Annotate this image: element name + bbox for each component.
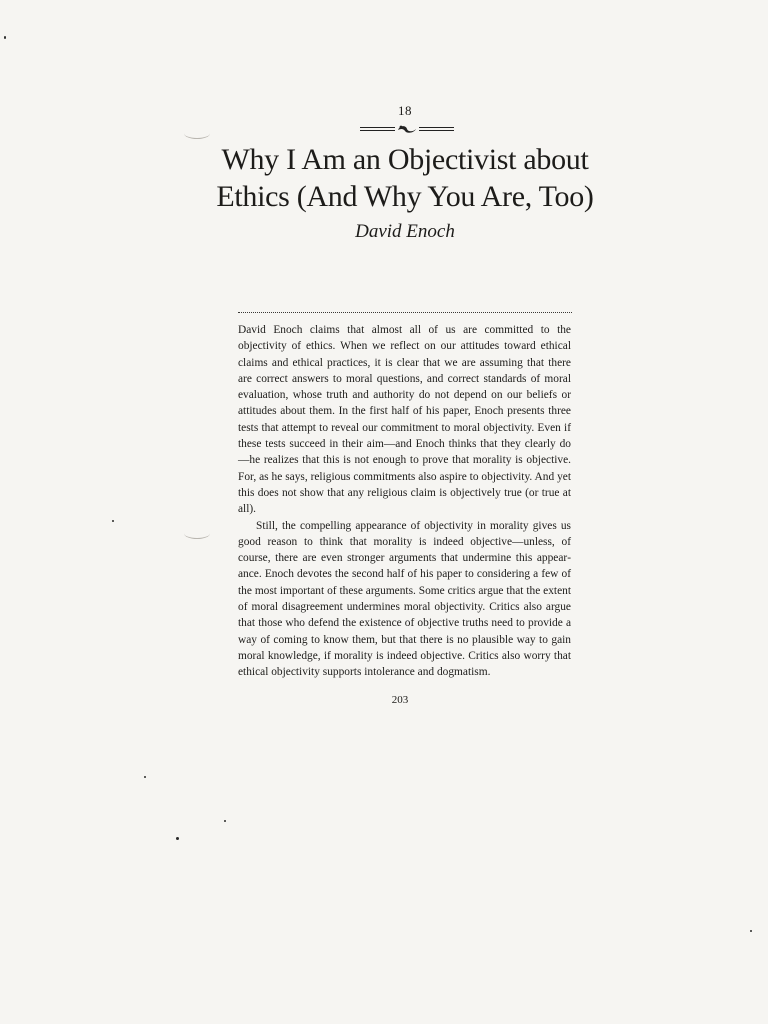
scan-speck: [176, 837, 179, 840]
fleuron-rule-icon: [360, 124, 454, 134]
scan-speck: [112, 520, 114, 522]
chapter-title-line-2: Ethics (And Why You Are, Too): [216, 180, 594, 213]
intro-paragraph: Still, the compelling appearance of objectivity in morality gives us good reason to think that morality is indeed objective—unless, of course, there are even stronger arguments that undermine this appearance. Enoch devotes the second half of his paper to considering a few of the most important of these arguments. Some critics argue that the extent of moral disagreement undermines moral objectivity. Critics also argue that those who defend the existence of objective truths need to provide a way of coming to know them, but that there is no plausible way to gain moral knowledge, if morality is indeed objective. Critics also worry that ethical objectivity supports intolerance and dogmatism.: [238, 519, 571, 679]
scan-arc: [184, 528, 210, 539]
dotted-rule: [238, 312, 572, 313]
chapter-number: 18: [398, 103, 412, 118]
scan-speck: [224, 820, 226, 822]
author-name: David Enoch: [355, 221, 455, 242]
intro-paragraph: David Enoch claims that almost all of us are committed to the objectivity of ethics. When we reflect on our attitudes toward ethical claims and ethical practices, it is clear that we are assuming that there are correct answers to moral questions, and correct standards of moral evaluation, whose truth and authority do not depend on our beliefs or attitudes about them. In the first half of his paper, Enoch presents three tests that attempt to reveal our commitment to moral objectivity. Even if these tests succeed in their aim—and Enoch thinks that they clearly do—he realizes that this is not enough to prove that morality is objective. For, as he says, religious commitments also aspire to objectivity. And yet this does not show that any religious claim is objectively true (or true at all).: [238, 324, 571, 516]
chapter-title: [190, 141, 620, 215]
scan-speck: [144, 776, 146, 778]
scan-speck: [750, 930, 752, 932]
chapter-title-line-1: Why I Am an Objectivist about: [221, 143, 589, 176]
scan-arc: [184, 128, 210, 139]
scan-speck: [4, 36, 6, 39]
chapter-introduction: [238, 322, 571, 681]
page-number: 203: [391, 694, 409, 706]
